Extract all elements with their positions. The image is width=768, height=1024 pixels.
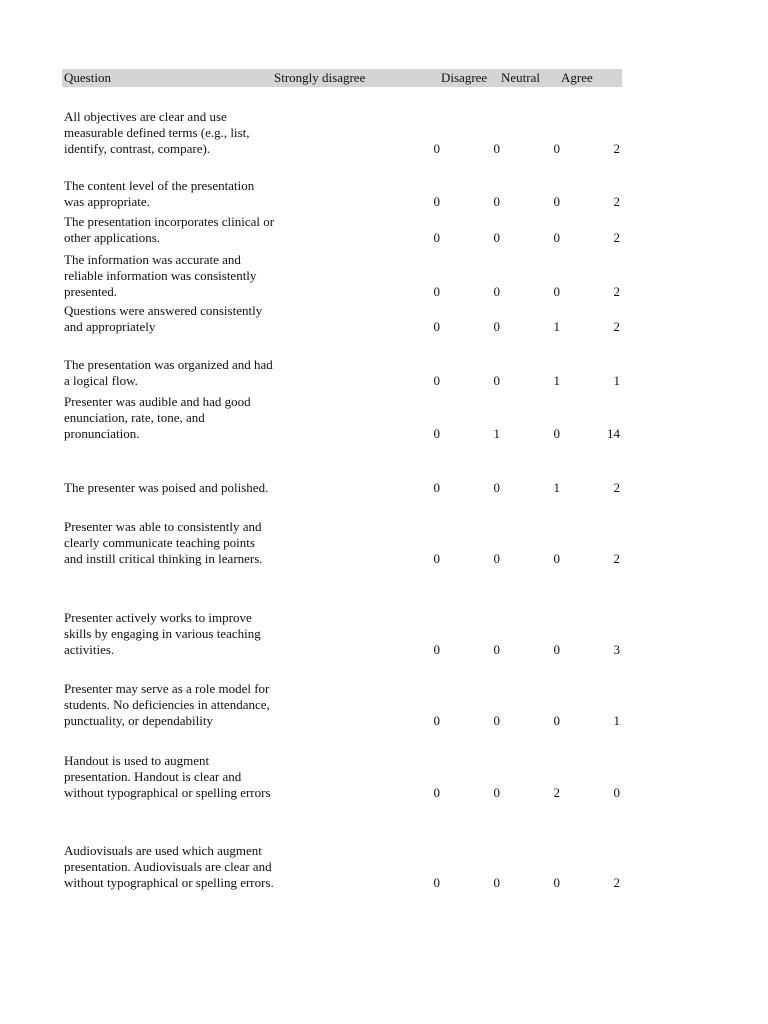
neutral-count: 0 [553, 713, 560, 728]
table-row [62, 499, 622, 567]
disagree-count: 0 [493, 319, 500, 334]
strongly-disagree-count: 0 [433, 284, 440, 299]
strongly-disagree-count: 0 [433, 785, 440, 800]
strongly-disagree-count: 0 [433, 642, 440, 657]
table-row [62, 353, 622, 389]
strongly-disagree-count: 0 [433, 230, 440, 245]
strongly-disagree-count: 0 [433, 141, 440, 156]
header-disagree: Disagree [441, 70, 488, 85]
strongly-disagree-count: 0 [433, 875, 440, 890]
agree-count: 2 [613, 875, 620, 890]
agree-count: 14 [607, 426, 620, 441]
neutral-count: 0 [553, 230, 560, 245]
neutral-count: 0 [553, 551, 560, 566]
disagree-count: 0 [493, 551, 500, 566]
neutral-count: 0 [553, 194, 560, 209]
disagree-count: 0 [493, 230, 500, 245]
question-text: Audiovisuals are used which augment presentation. Audiovisuals are clear and without typographical or spelling errors. [64, 843, 274, 890]
neutral-count: 0 [553, 141, 560, 156]
table-row [62, 460, 622, 496]
strongly-disagree-count: 0 [433, 373, 440, 388]
agree-count: 2 [613, 284, 620, 299]
table-header-row [62, 69, 622, 87]
strongly-disagree-count: 0 [433, 426, 440, 441]
agree-count: 0 [613, 785, 620, 800]
neutral-count: 1 [553, 480, 560, 495]
disagree-count: 0 [493, 642, 500, 657]
survey-results-table [62, 69, 622, 890]
agree-count: 2 [613, 141, 620, 156]
strongly-disagree-count: 0 [433, 319, 440, 334]
strongly-disagree-count: 0 [433, 551, 440, 566]
agree-count: 2 [613, 480, 620, 495]
question-text: The presentation incorporates clinical or other applications. [64, 214, 275, 245]
neutral-count: 0 [553, 426, 560, 441]
table-row [62, 390, 622, 442]
question-text: The presentation was organized and had a logical flow. [64, 357, 273, 388]
table-row [62, 248, 622, 300]
table-row [62, 105, 622, 157]
agree-count: 3 [613, 642, 620, 657]
question-text: Presenter actively works to improve skills by engaging in various teaching activities. [64, 610, 261, 657]
question-text: All objectives are clear and use measurable defined terms (e.g., list, identify, contrast, compare). [64, 109, 250, 156]
table-row [62, 210, 622, 246]
question-text: The information was accurate and reliable information was consistently presented. [64, 252, 257, 299]
header-strongly-disagree: Strongly disagree [274, 70, 366, 85]
agree-count: 2 [613, 319, 620, 334]
disagree-count: 0 [493, 875, 500, 890]
neutral-count: 0 [553, 875, 560, 890]
disagree-count: 0 [493, 785, 500, 800]
agree-count: 1 [613, 713, 620, 728]
strongly-disagree-count: 0 [433, 480, 440, 495]
agree-count: 2 [613, 194, 620, 209]
strongly-disagree-count: 0 [433, 194, 440, 209]
question-text: Handout is used to augment presentation. Handout is clear and without typographical or spelling errors [64, 753, 271, 800]
table-row [62, 606, 622, 658]
disagree-count: 0 [493, 480, 500, 495]
table-row [62, 299, 622, 335]
disagree-count: 0 [493, 284, 500, 299]
question-text: Presenter was able to consistently and clearly communicate teaching points and instill critical thinking in learners. [64, 519, 263, 566]
table-row [62, 174, 622, 210]
neutral-count: 2 [553, 785, 560, 800]
disagree-count: 0 [493, 373, 500, 388]
question-text: Presenter was audible and had good enunciation, rate, tone, and pronunciation. [64, 394, 251, 441]
table-row [62, 733, 622, 801]
header-agree: Agree [561, 70, 593, 85]
neutral-count: 1 [553, 319, 560, 334]
strongly-disagree-count: 0 [433, 713, 440, 728]
question-text: Questions were answered consistently and appropriately [64, 303, 263, 334]
table-row [62, 661, 622, 729]
question-text: The presenter was poised and polished. [64, 480, 269, 495]
neutral-count: 1 [553, 373, 560, 388]
header-question: Question [64, 70, 111, 85]
disagree-count: 0 [493, 194, 500, 209]
neutral-count: 0 [553, 642, 560, 657]
agree-count: 2 [613, 551, 620, 566]
neutral-count: 0 [553, 284, 560, 299]
agree-count: 1 [613, 373, 620, 388]
question-text: The content level of the presentation was appropriate. [64, 178, 255, 209]
header-neutral: Neutral [501, 70, 540, 85]
table-row [62, 823, 622, 891]
disagree-count: 1 [493, 426, 500, 441]
disagree-count: 0 [493, 141, 500, 156]
agree-count: 2 [613, 230, 620, 245]
question-text: Presenter may serve as a role model for students. No deficiencies in attendance, punctuality, or dependability [64, 681, 270, 728]
disagree-count: 0 [493, 713, 500, 728]
